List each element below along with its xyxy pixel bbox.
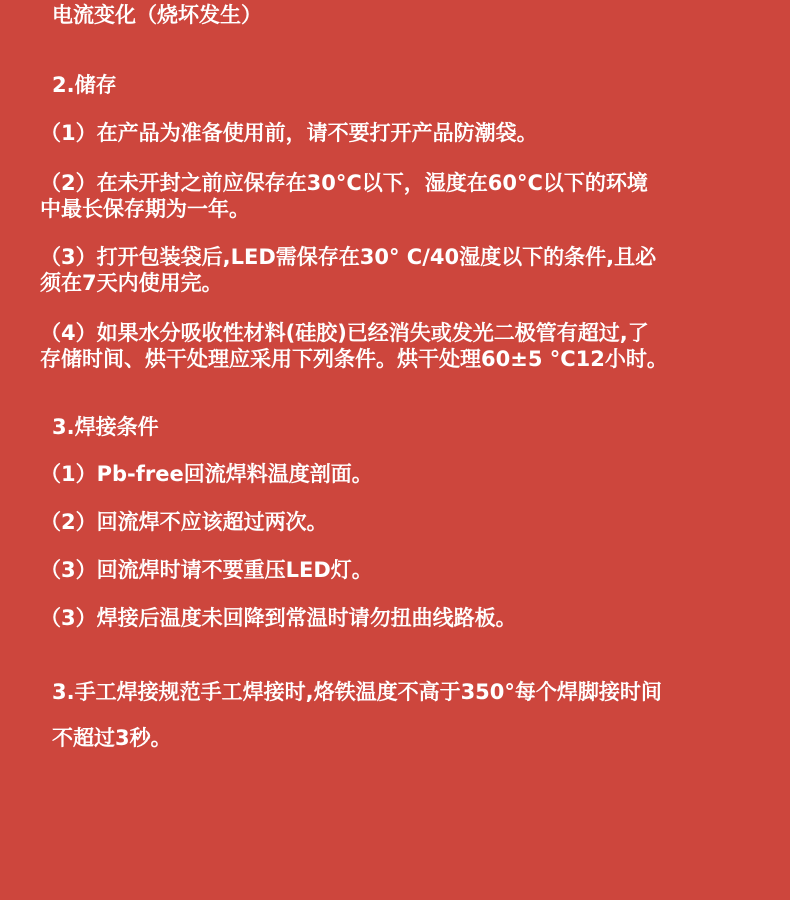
storage-item-1: （1）在产品为准备使用前，请不要打开产品防潮袋。 <box>40 121 538 145</box>
storage-item-3-line2: 须在7天内使用完。 <box>40 271 223 295</box>
soldering-item-1: （1）Pb-free回流焊料温度剖面。 <box>40 462 373 486</box>
storage-heading: 2.储存 <box>52 73 117 97</box>
storage-item-2-line2: 中最长保存期为一年。 <box>40 197 250 221</box>
soldering-heading: 3.焊接条件 <box>52 415 159 439</box>
soldering-item-4: （3）焊接后温度未回降到常温时请勿扭曲线路板。 <box>40 606 517 630</box>
manual-soldering-line1: 3.手工焊接规范手工焊接时,烙铁温度不高于350°每个焊脚接时间 <box>52 680 662 704</box>
manual-soldering-line2: 不超过3秒。 <box>52 726 172 750</box>
top-fragment-text: 电流变化（烧坏发生） <box>52 3 262 27</box>
storage-item-4-line1: （4）如果水分吸收性材料(硅胶)已经消失或发光二极管有超过,了 <box>40 321 649 345</box>
storage-item-4-line2: 存储时间、烘干处理应采用下列条件。烘干处理60±5 °C12小时。 <box>40 347 668 371</box>
soldering-item-2: （2）回流焊不应该超过两次。 <box>40 510 328 534</box>
storage-item-3-line1: （3）打开包装袋后,LED需保存在30° C/40湿度以下的条件,且必 <box>40 245 657 269</box>
soldering-item-3: （3）回流焊时请不要重压LED灯。 <box>40 558 373 582</box>
storage-item-2-line1: （2）在未开封之前应保存在30°C以下，湿度在60°C以下的环境 <box>40 171 648 195</box>
